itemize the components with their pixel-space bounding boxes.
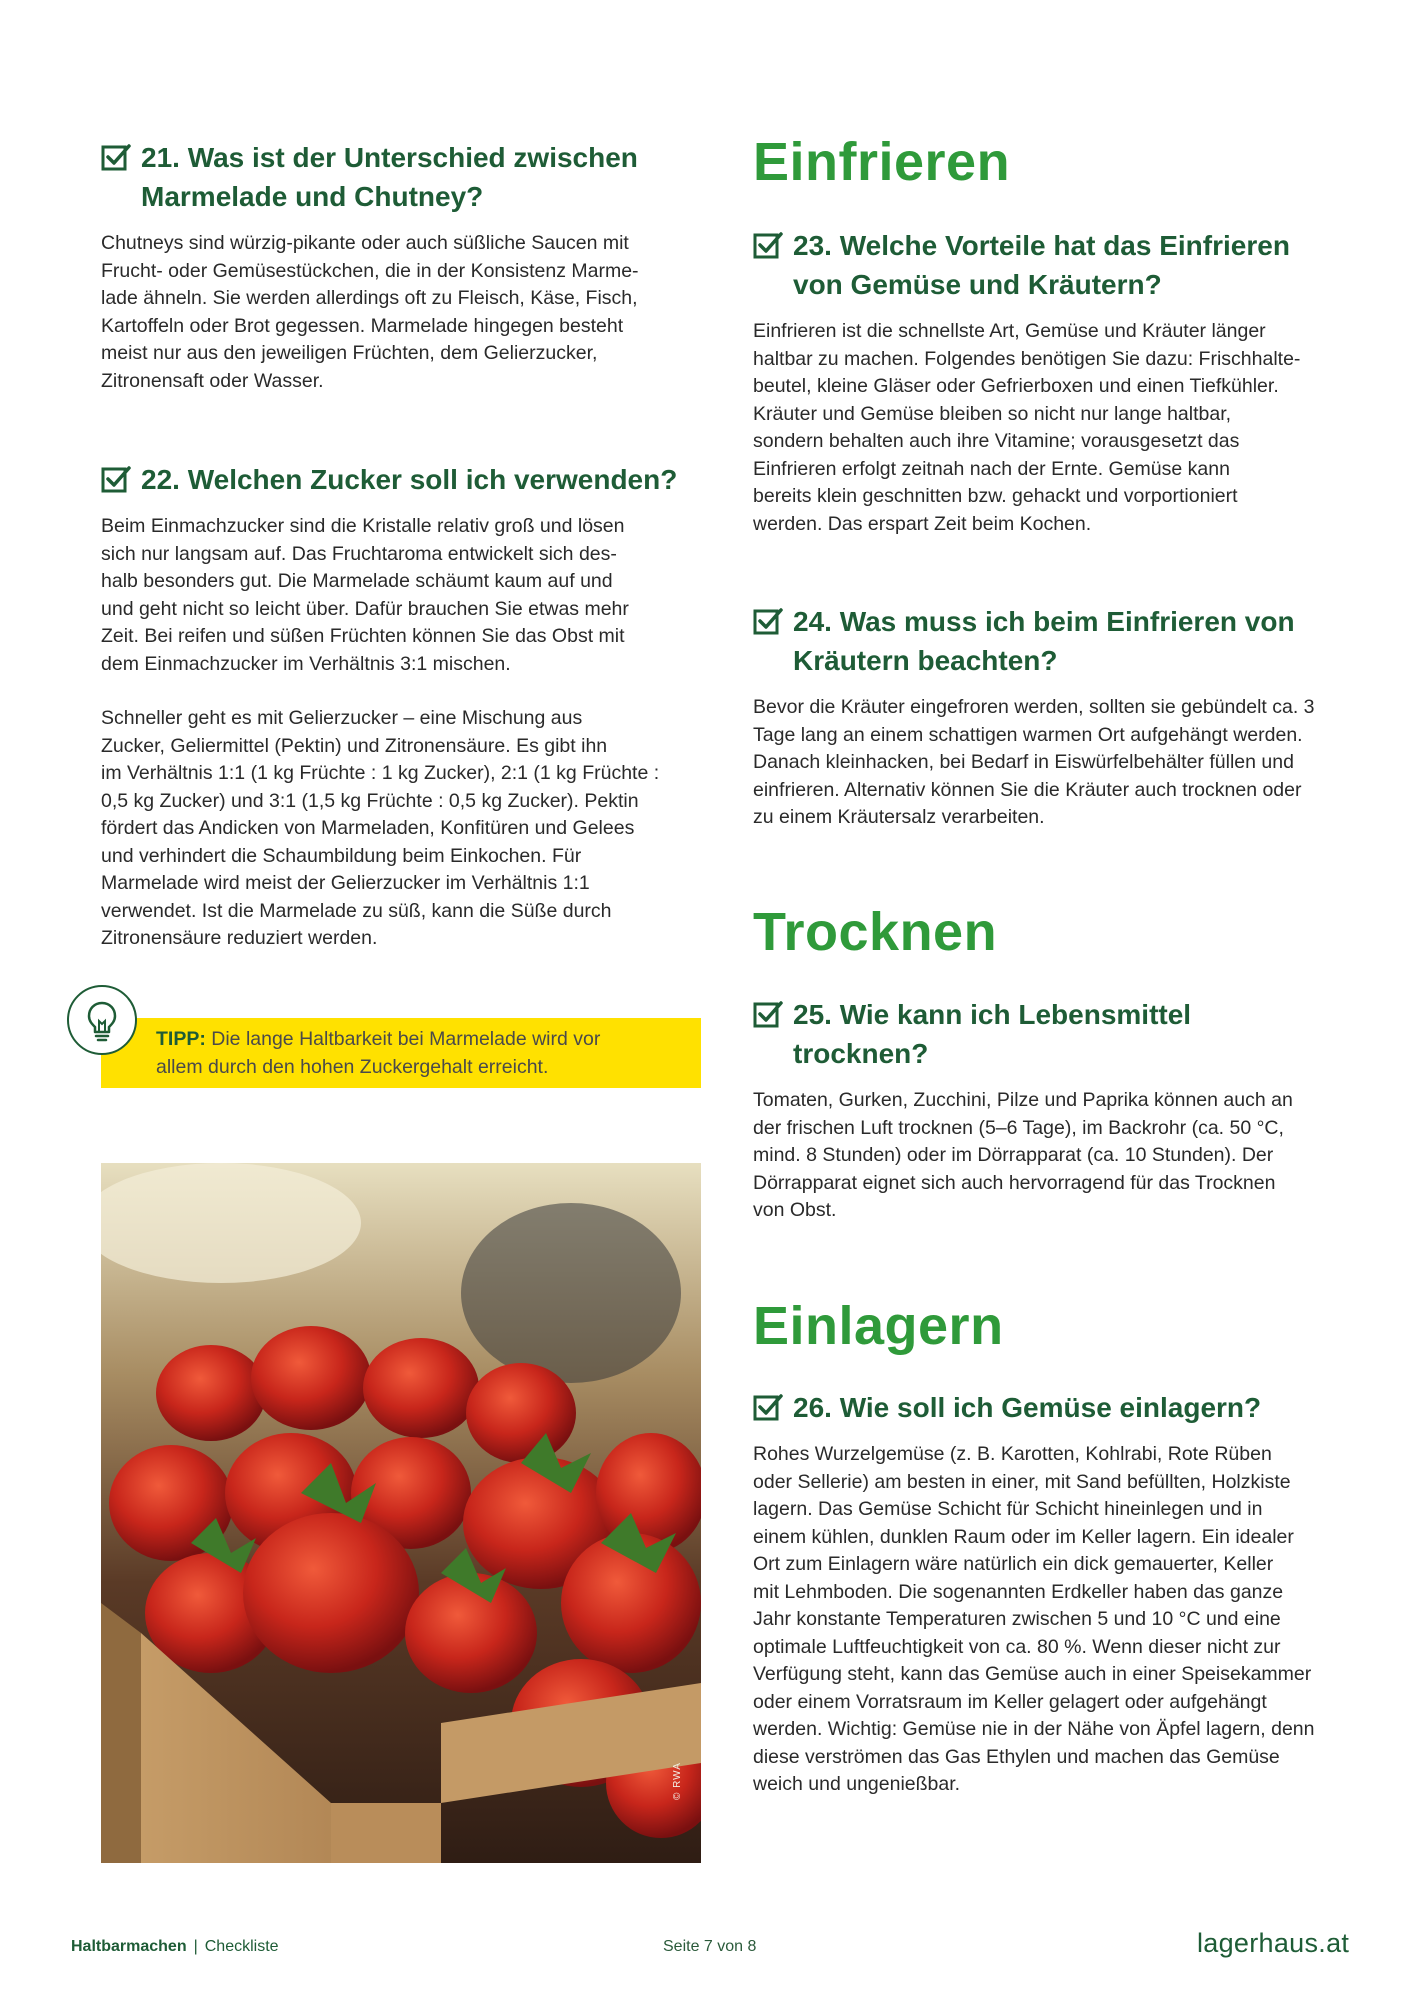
checkbox-checked-icon xyxy=(101,142,131,172)
question-25-title xyxy=(753,995,1353,1073)
question-23-title xyxy=(753,226,1353,304)
section-title-freezing: Einfrieren xyxy=(753,132,1011,192)
question-21-body: Chutneys sind würzig-pikante oder auch süßliche Saucen mit Frucht- oder Gemüsestückchen, die in der Konsistenz Marme- lade ähneln. Sie werden allerdings oft zu Fleisch, Käse, Fisch, Kartoffeln oder Brot gegessen. Marmelade hingegen besteht meist nur aus den jeweiligen Früchten, dem Gelierzucker, Zitronensaft oder Wasser. xyxy=(101,232,639,392)
checkbox-checked-icon xyxy=(753,230,783,260)
question-23-body: Einfrieren ist die schnellste Art, Gemüse und Kräuter länger haltbar zu machen. Folgendes benötigen Sie dazu: Frischhalte- beutel, kleine Gläser oder Gefrierboxen und einen Tiefkühler. Kräuter und Gemüse bleiben so nicht nur lange haltbar, sondern behalten auch ihre Vitamine; vorausgesetzt das Einfrieren erfolgt zeitnah nach der Ernte. Gemüse kann bereits klein geschnitten bzw. gehackt und vorportioniert werden. Das erspart Zeit beim Kochen. xyxy=(753,320,1301,535)
question-22-body-2: Schneller geht es mit Gelierzucker – eine Mischung aus Zucker, Geliermittel (Pektin) und Zitronensäure. Es gibt ihn im Verhältnis 1:1 (1 kg Früchte : 1 kg Zucker), 2:1 (1 kg Früchte : 0,5 kg Zucker) und 3:1 (1,5 kg Früchte : 0,5 kg Zucker). Pektin fördert das Andicken von Marmeladen, Konfitüren und Gelees und verhindert die Schaumbildung beim Einkochen. Für Marmelade wird meist der Gelierzucker im Verhältnis 1:1 verwendet. Ist die Marmelade zu süß, kann die Süße durch Zitronensäure reduziert werden. xyxy=(101,707,660,949)
question-26-body: Rohes Wurzelgemüse (z. B. Karotten, Kohlrabi, Rote Rüben oder Sellerie) am besten in einer, mit Sand befüllten, Holzkiste lagern. Das Gemüse Schicht für Schicht hineinlegen und in einem kühlen, dunklen Raum oder im Keller lagern. Ein idealer Ort zum Einlagern wäre natürlich ein dick gemauerter, Keller mit Lehmboden. Die sogenannten Erdkeller haben das ganze Jahr konstante Temperaturen zwischen 5 und 10 °C und eine optimale Luftfeuchtigkeit von ca. 80 %. Wenn dieser nicht zur Verfügung steht, kann das Gemüse auch in einer Speisekammer oder einem Vorratsraum im Keller gelagert oder aufgehängt werden. Wichtig: Gemüse nie in der Nähe von Äpfel lagern, denn diese verströmen das Gas Ethylen und machen das Gemüse weich und ungenießbar. xyxy=(753,1443,1315,1795)
question-25-title-text: 25. Wie kann ich Lebensmittel trocknen? xyxy=(793,999,1192,1069)
question-23-title-text: 23. Welche Vorteile hat das Einfrieren von Gemüse und Kräutern? xyxy=(793,230,1290,300)
question-21 xyxy=(101,138,701,395)
question-26-title xyxy=(753,1388,1353,1427)
question-24-title xyxy=(753,602,1353,680)
footer-subtitle: Checkliste xyxy=(204,1938,279,1955)
question-23 xyxy=(753,226,1353,538)
question-21-title xyxy=(101,138,701,216)
strawberries-photo xyxy=(101,1163,701,1863)
footer-website-link[interactable]: lagerhaus.at xyxy=(1197,1928,1350,1958)
tip-label: TIPP: xyxy=(156,1028,206,1050)
footer-separator: | xyxy=(193,1938,198,1955)
tip-text xyxy=(156,1026,686,1081)
question-24 xyxy=(753,602,1353,832)
strawberries-illustration xyxy=(101,1163,701,1863)
footer-title: Haltbarmachen xyxy=(71,1938,187,1955)
question-22-title-text: 22. Welchen Zucker soll ich verwenden? xyxy=(141,464,678,495)
checkbox-checked-icon xyxy=(101,464,131,494)
question-25-body: Tomaten, Gurken, Zucchini, Pilze und Paprika können auch an der frischen Luft trocknen (5–6 Tage), im Backrohr (ca. 50 °C, mind. 8 Stunden) oder im Dörrapparat (ca. 10 Stunden). Der Dörrapparat eignet sich auch hervorragend für das Trocknen von Obst. xyxy=(753,1089,1293,1221)
footer-page-number: Seite 7 von 8 xyxy=(663,1938,757,1955)
section-title-storing: Einlagern xyxy=(753,1296,1004,1356)
tip-body: Die lange Haltbarkeit bei Marmelade wird vor allem durch den hohen Zuckergehalt erreicht. xyxy=(156,1028,601,1078)
footer-document-title xyxy=(71,1938,279,1956)
question-22 xyxy=(101,460,701,953)
question-21-title-text: 21. Was ist der Unterschied zwischen Marmelade und Chutney? xyxy=(141,142,638,212)
photo-credit: © RWA xyxy=(672,1762,683,1800)
question-26 xyxy=(753,1388,1353,1799)
question-24-title-text: 24. Was muss ich beim Einfrieren von Kräutern beachten? xyxy=(793,606,1295,676)
section-title-drying: Trocknen xyxy=(753,902,998,962)
question-22-body: Beim Einmachzucker sind die Kristalle relativ groß und lösen sich nur langsam auf. Das Fruchtaroma entwickelt sich des- halb besonders gut. Die Marmelade schäumt kaum auf und und geht nicht so leicht über. Dafür brauchen Sie etwas mehr Zeit. Bei reifen und süßen Früchten können Sie das Obst mit dem Einmachzucker im Verhältnis 3:1 mischen. xyxy=(101,515,629,675)
checkbox-checked-icon xyxy=(753,606,783,636)
tip-box xyxy=(101,1018,701,1088)
checkbox-checked-icon xyxy=(753,999,783,1029)
checkbox-checked-icon xyxy=(753,1392,783,1422)
question-24-body: Bevor die Kräuter eingefroren werden, sollten sie gebündelt ca. 3 Tage lang an einem schattigen warmen Ort aufgehängt werden. Danach kleinhacken, bei Bedarf in Eiswürfelbehälter füllen und einfrieren. Alternativ können Sie die Kräuter auch trocknen oder zu einem Kräutersalz verarbeiten. xyxy=(753,696,1315,828)
question-25 xyxy=(753,995,1353,1225)
question-26-title-text: 26. Wie soll ich Gemüse einlagern? xyxy=(793,1392,1262,1423)
lightbulb-icon xyxy=(67,985,137,1055)
question-22-title xyxy=(101,460,701,499)
